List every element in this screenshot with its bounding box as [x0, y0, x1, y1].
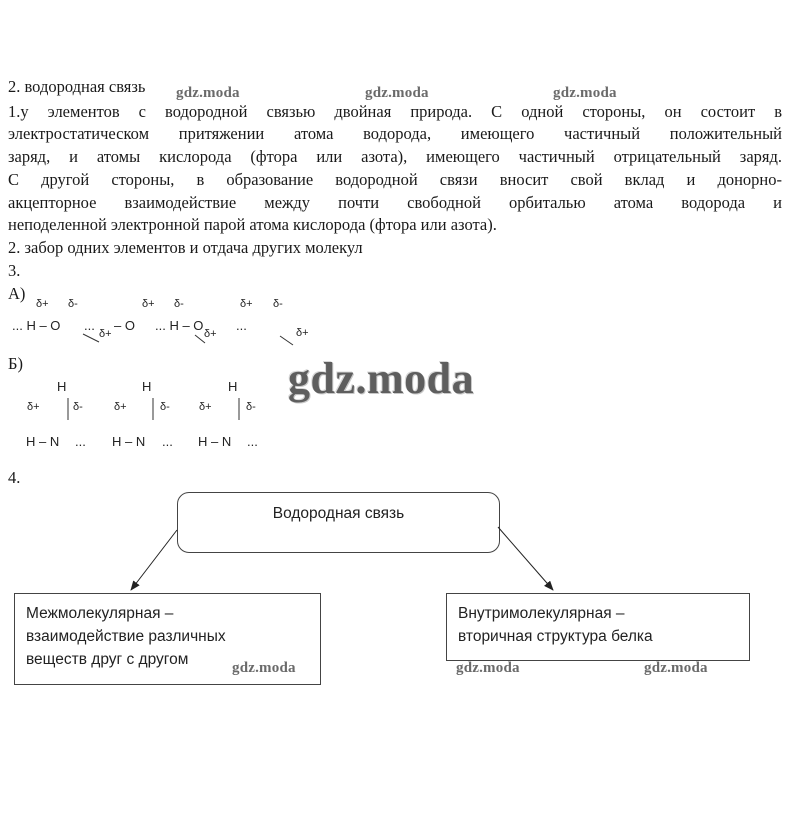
atom-h: H: [57, 379, 67, 394]
charge-label: δ-: [160, 401, 170, 413]
formula-part: ...: [247, 434, 258, 449]
charge-label: δ+: [27, 401, 40, 413]
formula-part: H – N: [26, 434, 60, 449]
diagram-right-line: вторичная структура белка: [458, 628, 653, 645]
charge-label: δ-: [68, 298, 78, 310]
answer1-line-4: С другой стороны, в образование водородной связи вносит свой вклад и донорно-: [8, 170, 782, 189]
watermark: gdz.moda: [365, 85, 429, 101]
answer1-line-5: акцепторное взаимодействие между почти свободной орбиталью атома водорода и: [8, 193, 782, 212]
formula-part: ... H – O: [12, 318, 61, 333]
formula-part: – O: [114, 318, 135, 333]
watermark-large: gdz.moda: [288, 354, 475, 403]
charge-label: δ+: [296, 327, 309, 339]
watermark: gdz.moda: [553, 85, 617, 101]
watermark: gdz.moda: [456, 660, 520, 676]
part-a-label: А): [8, 284, 26, 303]
watermark: gdz.moda: [232, 660, 296, 676]
charge-label: δ+: [199, 401, 212, 413]
charge-label: δ+: [99, 328, 112, 340]
answer1-line-2: электростатическом притяжении атома водорода, имеющего частичный положительный: [8, 124, 782, 143]
diagram-left-line: Межмолекулярная –: [26, 605, 174, 622]
charge-label: δ+: [114, 401, 127, 413]
formula-part: H – N: [112, 434, 146, 449]
formula-part: H – N: [198, 434, 232, 449]
charge-label: δ+: [240, 298, 253, 310]
formula-part: ...: [162, 434, 173, 449]
formula-part: ...: [75, 434, 86, 449]
answer1-line-1: 1.у элементов с водородной связью двойная природа. С одной стороны, он состоит в: [8, 102, 782, 121]
arrow-right: [498, 527, 553, 590]
answer1-line-3: заряд, и атомы кислорода (фтора или азота), имеющего частичный отрицательный заряд.: [8, 147, 782, 166]
diagram-root-label: Водородная связь: [272, 505, 405, 522]
watermark: gdz.moda: [644, 660, 708, 676]
formula-part: ...: [236, 318, 247, 333]
question4-number: 4.: [8, 468, 21, 487]
charge-label: δ+: [142, 298, 155, 310]
charge-label: δ-: [73, 401, 83, 413]
formula-part: ...: [84, 318, 95, 333]
atom-h: H: [228, 379, 238, 394]
diagram-left-line: веществ друг с другом: [26, 651, 189, 668]
answer2: 2. забор одних элементов и отдача других молекул: [8, 238, 363, 257]
watermark: gdz.moda: [176, 85, 240, 101]
charge-label: δ-: [246, 401, 256, 413]
charge-label: δ-: [273, 298, 283, 310]
charge-label: δ-: [174, 298, 184, 310]
diagram-right-line: Внутримолекулярная –: [458, 605, 625, 622]
section-title: 2. водородная связь: [8, 77, 146, 96]
formula-part: ... H – O: [155, 318, 204, 333]
charge-label: δ+: [36, 298, 49, 310]
part-b-label: Б): [8, 354, 23, 373]
question3-number: 3.: [8, 261, 21, 280]
diagram-left-line: взаимодействие различных: [26, 628, 226, 645]
atom-h: H: [142, 379, 152, 394]
charge-label: δ+: [204, 328, 217, 340]
arrow-left: [131, 530, 177, 590]
answer1-line-6: неподеленной электронной парой атома кислорода (фтора или азота).: [8, 215, 497, 234]
